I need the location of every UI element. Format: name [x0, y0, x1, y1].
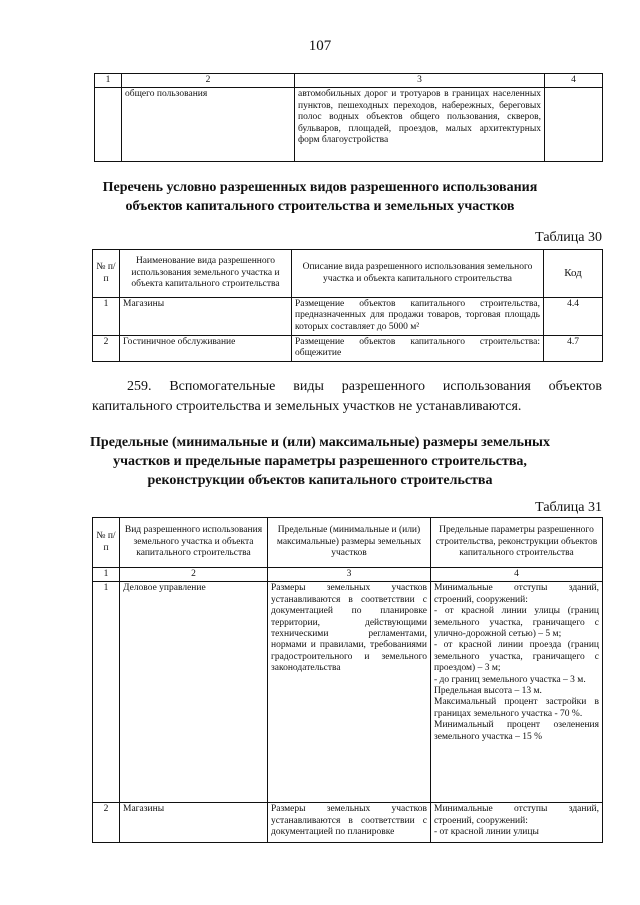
header-code: Код	[544, 250, 603, 298]
cell-name: общего пользования	[122, 88, 295, 162]
cell-num: 1	[93, 298, 120, 336]
param-line: Предельная высота – 13 м.	[434, 686, 542, 697]
table-31	[92, 517, 603, 843]
col-number-3: 3	[268, 568, 431, 582]
param-line: - от красной линии улицы	[434, 827, 539, 838]
cell-name: Магазины	[120, 298, 292, 336]
cell-sizes: Размеры земельных участков устанавливаются в соответствии с документацией по планировке территории, действующими техническими регламентами, нормами и правилами, требованиями градостроительного и земельного законодательства	[268, 582, 431, 803]
header-description: Описание вида разрешенного использования земельного участка и объекта капитального строительства	[292, 250, 544, 298]
section-heading-conditional-uses	[0, 178, 640, 216]
table-header-row	[93, 518, 603, 568]
table-row	[95, 88, 603, 162]
header-type: Вид разрешенного использования земельного участка и объекта капитального строительства	[120, 518, 268, 568]
table-row	[93, 336, 603, 362]
cell-description: Размещение объектов капитального строительства: общежитие	[292, 336, 544, 362]
table-header-row	[95, 74, 603, 88]
cell-num: 2	[93, 336, 120, 362]
cell-code	[545, 88, 603, 162]
heading-line: объектов капитального строительства и земельных участков	[125, 199, 515, 214]
table-row	[93, 298, 603, 336]
cell-sizes: Размеры земельных участков устанавливаются в соответствии с документацией по планировке	[268, 803, 431, 843]
cell-type: Магазины	[120, 803, 268, 843]
col-number-4: 4	[545, 74, 603, 88]
param-line: Максимальный процент застройки в границах земельного участка - 70 %.	[434, 697, 599, 719]
cell-code: 4.7	[544, 336, 603, 362]
page-number: 107	[308, 38, 332, 54]
header-name: Наименование вида разрешенного использования земельного участка и объекта капитального строительства	[120, 250, 292, 298]
table-30	[92, 249, 603, 362]
cell-num: 2	[93, 803, 120, 843]
header-sizes: Предельные (минимальные и (или) максимальные) размеры земельных участков	[268, 518, 431, 568]
table-header-row	[93, 250, 603, 298]
param-line: Минимальный процент озеленения земельного участка – 15 %	[434, 720, 599, 742]
param-line: Минимальные отступы зданий, строений, сооружений:	[434, 804, 599, 826]
cell-type: Деловое управление	[120, 582, 268, 803]
param-line: - от красной линии улицы (границ земельного участка, граничащего с улично-дорожной сетью) – 5 м;	[434, 606, 599, 640]
header-num: № п/п	[93, 518, 120, 568]
paragraph-259: 259. Вспомогательные виды разрешенного использования объектов капитального строительства и земельных участков не устанавливаются.	[92, 379, 602, 414]
heading-line: Перечень условно разрешенных видов разрешенного использования	[102, 180, 538, 195]
col-number-3: 3	[295, 74, 545, 88]
table-column-numbers-row	[93, 568, 603, 582]
cell-params	[431, 582, 603, 803]
heading-line: Предельные (минимальные и (или) максимальные) размеры земельных	[90, 435, 550, 450]
cell-name: Гостиничное обслуживание	[120, 336, 292, 362]
table-30-label: Таблица 30	[535, 230, 602, 245]
param-line: Минимальные отступы зданий, строений, сооружений:	[434, 583, 599, 605]
col-number-2: 2	[122, 74, 295, 88]
cell-params	[431, 803, 603, 843]
param-line: - до границ земельного участка – 3 м.	[434, 674, 586, 685]
table-row	[93, 803, 603, 843]
col-number-2: 2	[120, 568, 268, 582]
cell-description: автомобильных дорог и тротуаров в границах населенных пунктов, пешеходных переходов, набережных, береговых полос водных объектов общего пользования, скверов, бульваров, площадей, проездов, малых архитектурных форм благоустройства	[295, 88, 545, 162]
heading-line: реконструкции объектов капитального строительства	[147, 473, 493, 488]
heading-line: участков и предельные параметры разрешенного строительства,	[113, 454, 527, 469]
table-continuation	[94, 73, 603, 162]
col-number-1: 1	[93, 568, 120, 582]
param-line: - от красной линии проезда (границ земельного участка, граничащего с проездом) – 3 м;	[434, 640, 599, 674]
section-heading-limits	[0, 433, 640, 490]
col-number-1: 1	[95, 74, 122, 88]
cell-num	[95, 88, 122, 162]
table-31-label: Таблица 31	[535, 500, 602, 515]
header-params: Предельные параметры разрешенного строительства, реконструкции объектов капитального строительства	[431, 518, 603, 568]
cell-code: 4.4	[544, 298, 603, 336]
cell-description: Размещение объектов капитального строительства, предназначенных для продажи товаров, торговая площадь которых составляет до 5000 м²	[292, 298, 544, 336]
header-num: № п/п	[93, 250, 120, 298]
table-row	[93, 582, 603, 803]
cell-num: 1	[93, 582, 120, 803]
col-number-4: 4	[431, 568, 603, 582]
